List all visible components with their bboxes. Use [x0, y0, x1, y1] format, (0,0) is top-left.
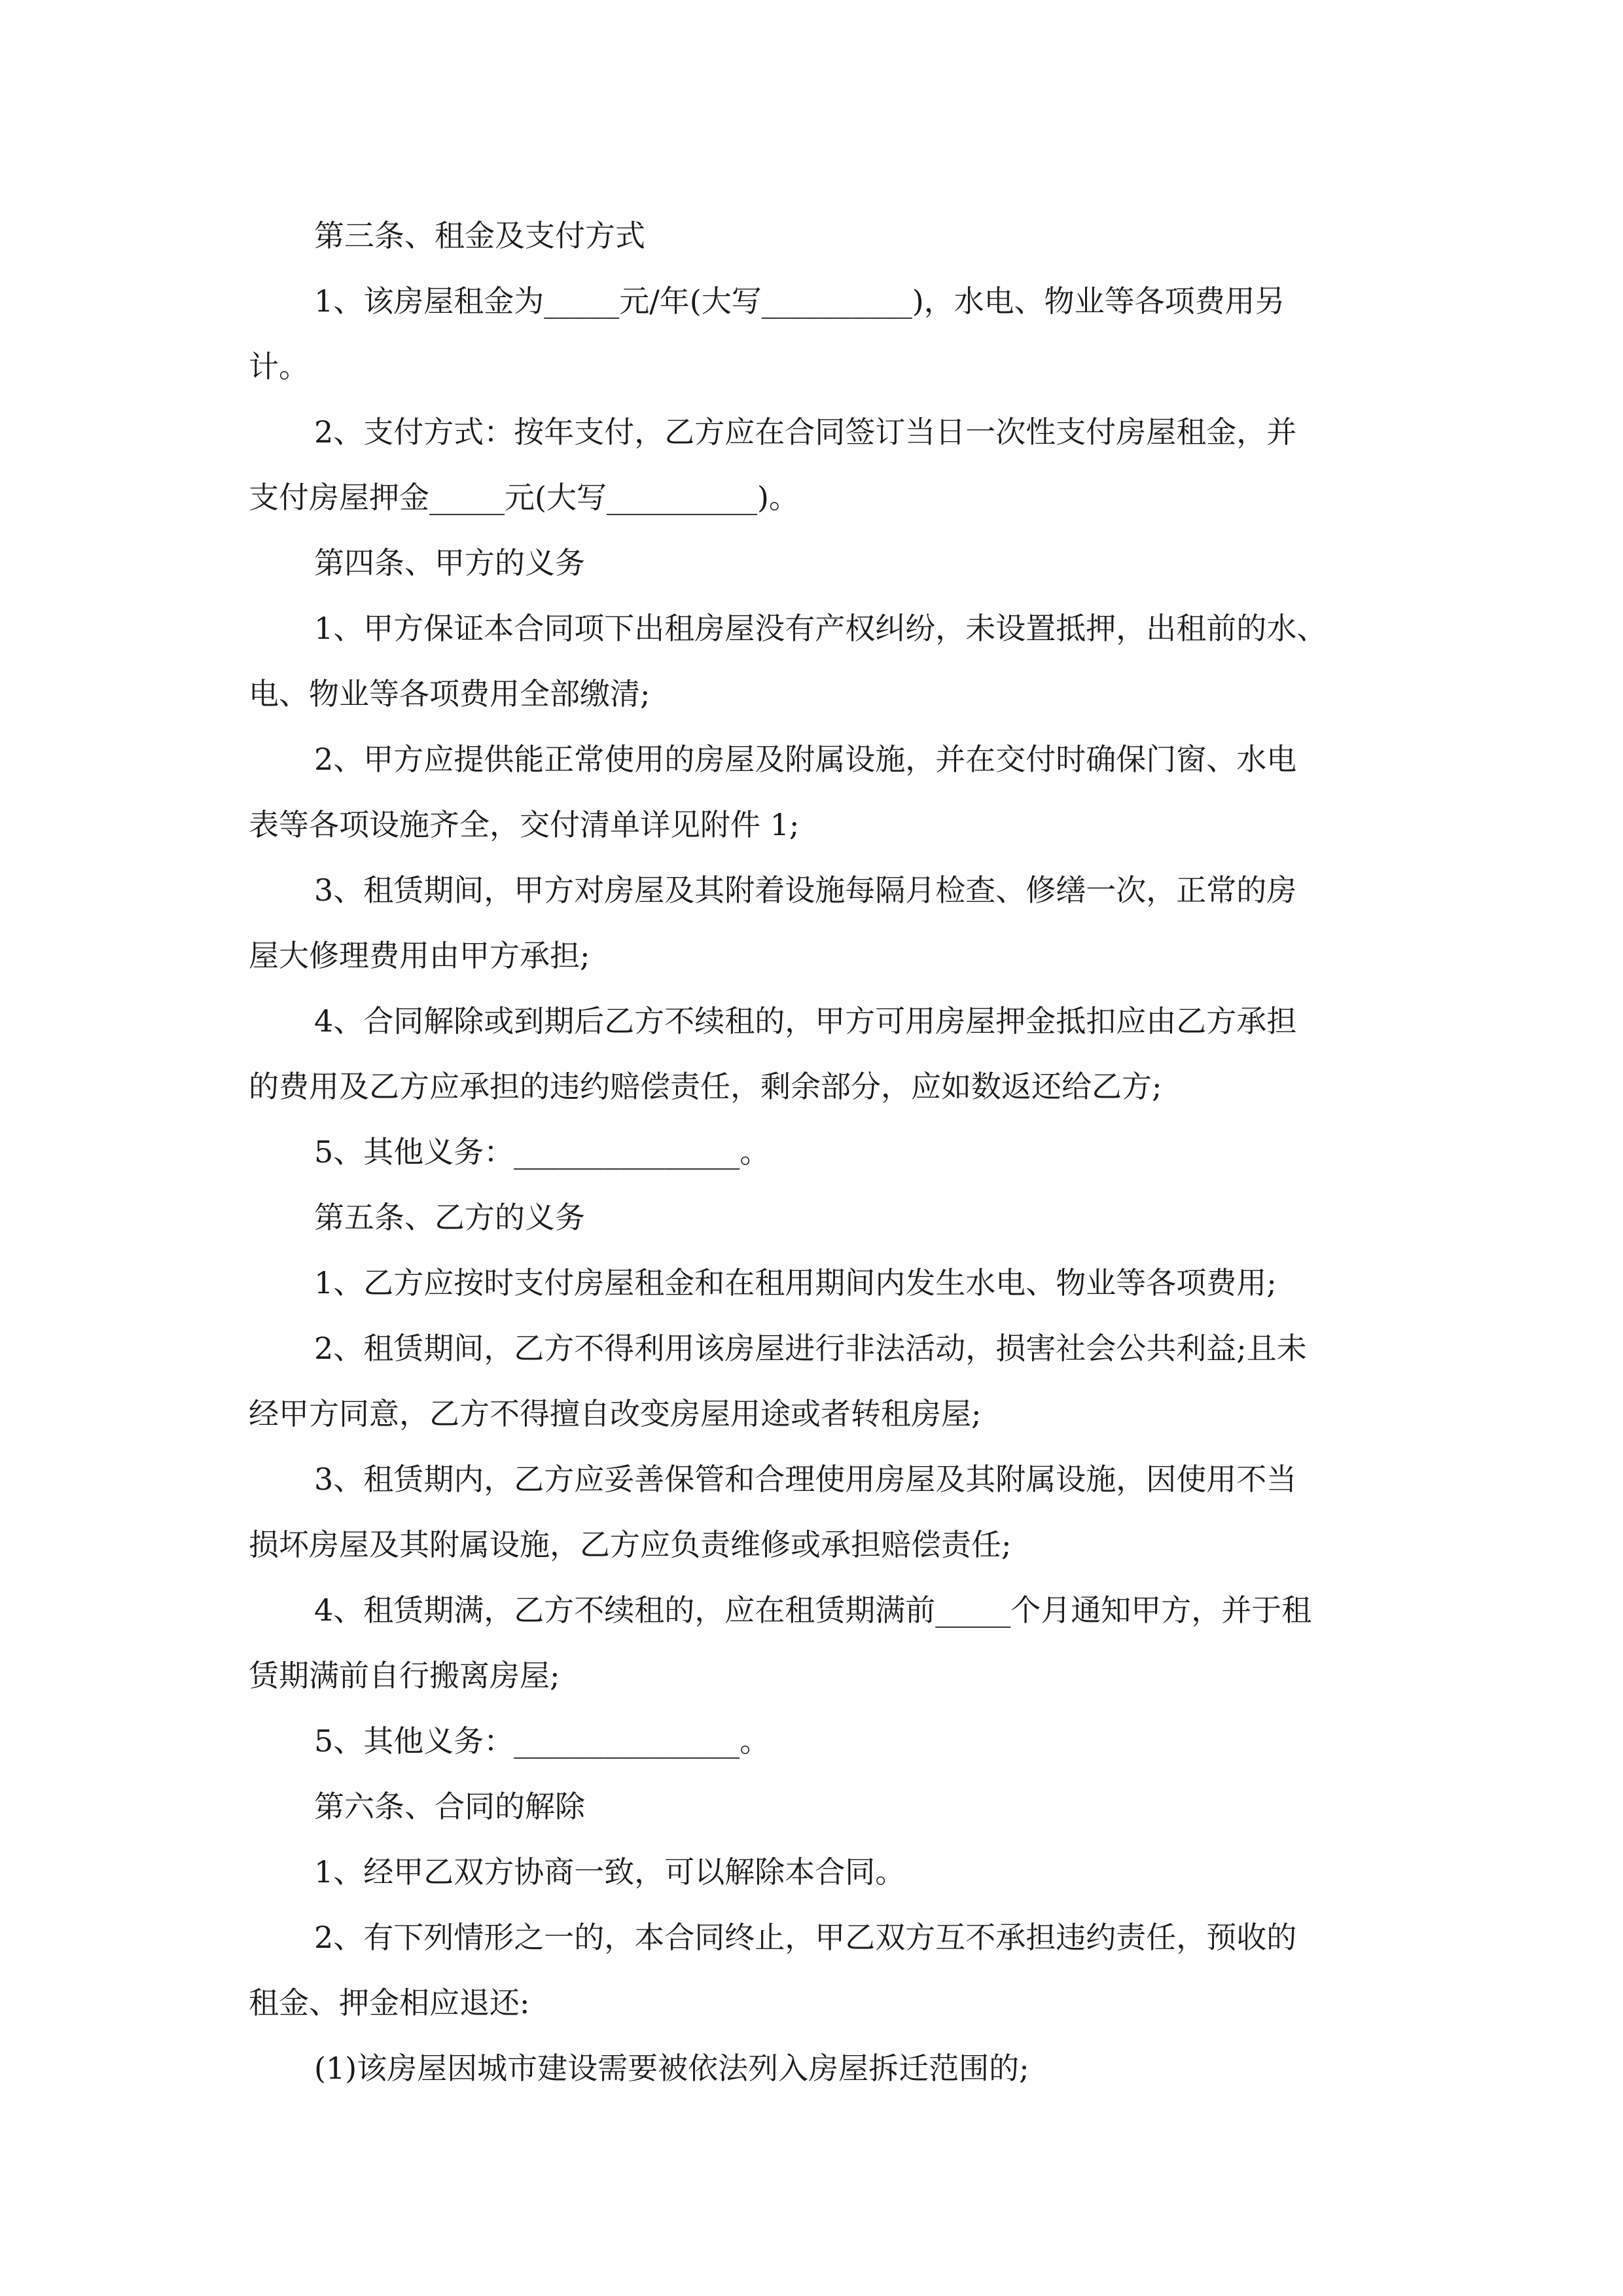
text-line: 第三条、租金及支付方式	[314, 218, 645, 253]
text-line: 2、支付方式：按年支付，乙方应在合同签订当日一次性支付房屋租金，并	[314, 414, 1297, 450]
text-line: 经甲方同意，乙方不得擅自改变房屋用途或者转租房屋;	[249, 1396, 982, 1431]
text-line: 3、租赁期间，甲方对房屋及其附着设施每隔月检查、修缮一次，正常的房	[314, 872, 1297, 908]
contract-body	[249, 203, 1400, 2101]
text-line: 第六条、合同的解除	[314, 1789, 585, 1824]
text-line: 4、租赁期满，乙方不续租的，应在租赁期满前_____个月通知甲方，并于租	[314, 1592, 1312, 1628]
text-line: 5、其他义务：_______________。	[314, 1723, 770, 1759]
text-line: 租金、押金相应退还:	[249, 1985, 530, 2020]
text-line: 第五条、乙方的义务	[314, 1200, 585, 1235]
text-line: 表等各项设施齐全，交付清单详见附件 1;	[249, 807, 800, 842]
text-line: 1、该房屋租金为_____元/年(大写__________)，水电、物业等各项费用另	[314, 283, 1285, 319]
text-line: 第四条、甲方的义务	[314, 545, 585, 581]
text-line: 5、其他义务：_______________。	[314, 1134, 770, 1170]
text-line: 赁期满前自行搬离房屋;	[249, 1658, 560, 1693]
text-line: 屋大修理费用由甲方承担;	[249, 938, 590, 973]
text-line: 损坏房屋及其附属设施，乙方应负责维修或承担赔偿责任;	[249, 1527, 1012, 1562]
text-line: 电、物业等各项费用全部缴清;	[249, 676, 651, 711]
text-line: 1、乙方应按时支付房屋租金和在租用期间内发生水电、物业等各项费用;	[314, 1265, 1277, 1300]
text-line: 2、甲方应提供能正常使用的房屋及附属设施，并在交付时确保门窗、水电	[314, 742, 1297, 777]
text-line: 2、有下列情形之一的，本合同终止，甲乙双方互不承担违约责任，预收的	[314, 1920, 1297, 1955]
text-line: 1、甲方保证本合同项下出租房屋没有产权纠纷，未设置抵押，出租前的水、	[314, 611, 1327, 646]
text-line: 的费用及乙方应承担的违约赔偿责任，剩余部分，应如数返还给乙方;	[249, 1069, 1162, 1104]
text-line: (1)该房屋因城市建设需要被依法列入房屋拆迁范围的;	[314, 2051, 1029, 2086]
text-line: 计。	[249, 349, 309, 384]
text-line: 2、租赁期间，乙方不得利用该房屋进行非法活动，损害社会公共利益;且未	[314, 1331, 1307, 1366]
text-line: 1、经甲乙双方协商一致，可以解除本合同。	[314, 1854, 906, 1890]
text-line: 4、合同解除或到期后乙方不续租的，甲方可用房屋押金抵扣应由乙方承担	[314, 1003, 1297, 1039]
text-line: 3、租赁期内，乙方应妥善保管和合理使用房屋及其附属设施，因使用不当	[314, 1462, 1297, 1497]
text-line: 支付房屋押金_____元(大写__________)。	[249, 480, 799, 515]
